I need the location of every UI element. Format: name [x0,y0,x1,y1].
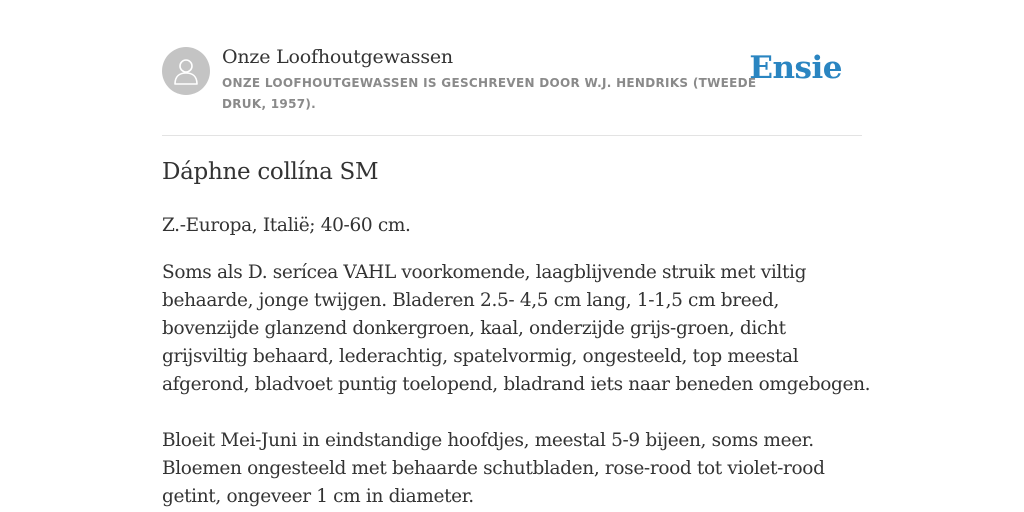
entry-paragraph-description: Soms als D. serícea VAHL voorkomende, laagblijvende struik met viltig behaarde, jonge twijgen. Bladeren 2.5- 4,5 cm lang, 1-1,5 cm breed, bovenzijde glanzend donkergroen, kaal, onderzijde grijs-groen, dicht grijsviltig behaard, lederachtig, spatelvormig, ongesteeld, top meestal afgerond, bladvoet puntig toelopend, bladrand iets naar beneden omgebogen. [162,262,871,395]
avatar[interactable] [162,47,210,95]
entry-title: Dáphne collína SM [162,159,379,185]
entry-paragraph-flowering: Bloeit Mei-Juni in eindstandige hoofdjes, meestal 5-9 bijeen, soms meer. Bloemen ongesteeld met behaarde schutbladen, rose-rood tot violet-rood getint, ongeveer 1 cm in diameter. [162,430,825,507]
entry-content [162,212,872,511]
entry-paragraph-region: Z.-Europa, Italië; 40-60 cm. [162,215,411,236]
header-divider [162,135,862,136]
user-placeholder-icon [173,57,199,85]
source-title[interactable]: Onze Loofhoutgewassen [222,46,453,68]
source-header [162,46,862,116]
brand-logo[interactable]: Ensie [749,50,842,86]
source-description: ONZE LOOFHOUTGEWASSEN IS GESCHREVEN DOOR W.J. HENDRIKS (TWEEDE DRUK, 1957). [222,76,757,111]
